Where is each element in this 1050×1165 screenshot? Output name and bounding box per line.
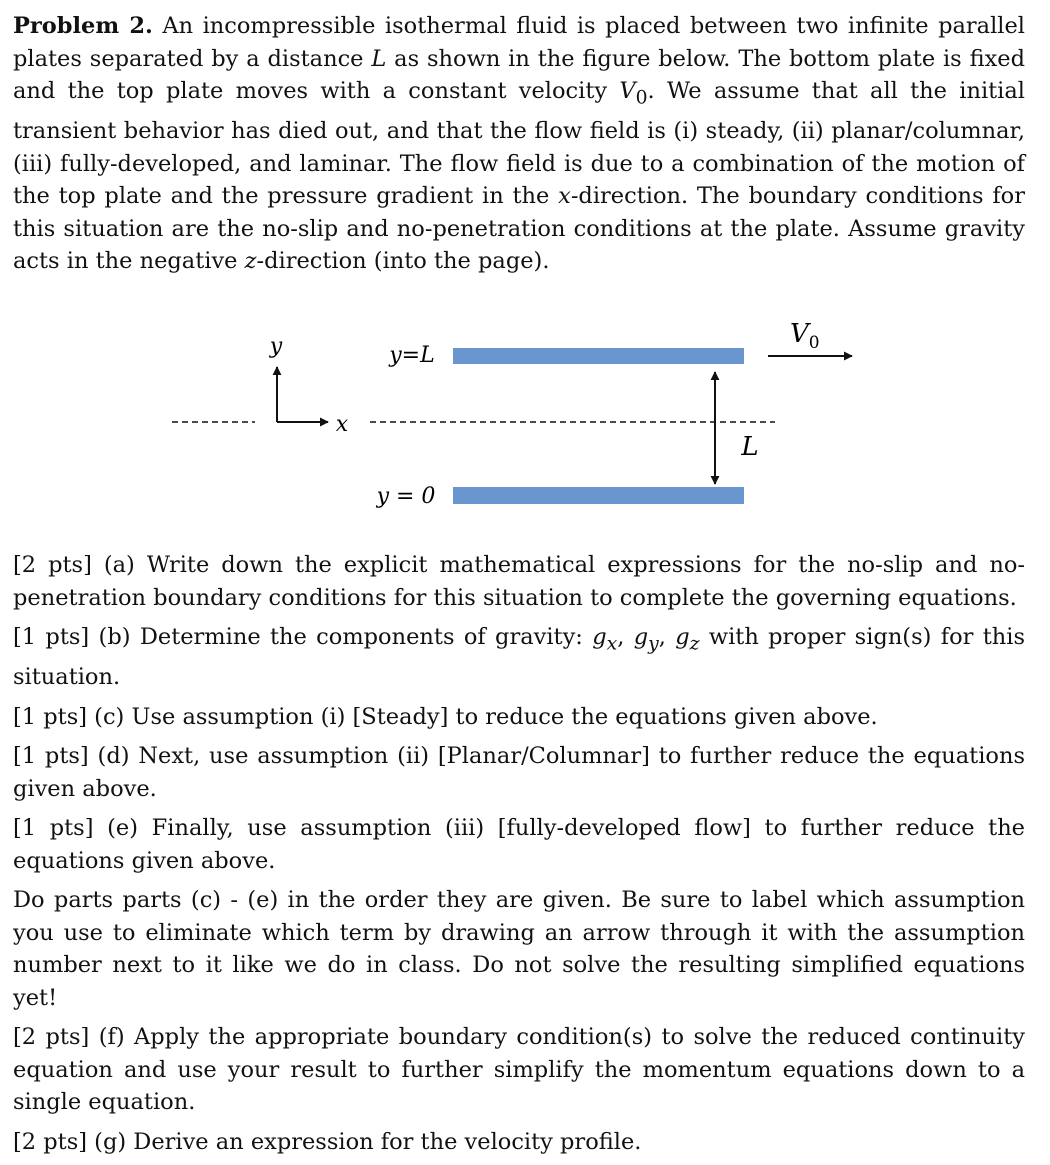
problem-statement <box>13 10 1025 278</box>
top-plate-label: y=L <box>389 343 435 368</box>
bottom-plate-label: y = 0 <box>376 484 436 509</box>
velocity-label: $V_0$ <box>790 319 820 353</box>
bottom-plate <box>453 487 744 504</box>
gap-label: L <box>741 432 759 462</box>
question-e: [1 pts] (e) Finally, use assumption (iii) [fully-developed flow] to further reduce the equations given above. <box>13 815 1025 874</box>
instructions-note: Do parts parts (c) - (e) in the order they are given. Be sure to label which assumption you use to eliminate which term by drawing an arrow through it with the assumption number next to it like we do in class. Do not solve the resulting simplified equations yet! <box>13 887 1025 1011</box>
question-c: [1 pts] (c) Use assumption (i) [Steady] to reduce the equations given above. <box>13 703 878 730</box>
x-axis-label: x <box>335 412 349 437</box>
question-list <box>13 549 1025 1165</box>
y-axis-label: y <box>269 334 283 359</box>
question-f: [2 pts] (f) Apply the appropriate boundary condition(s) to solve the reduced continuity equation and use your result to further simplify the momentum equations down to a single equation. <box>13 1024 1025 1115</box>
parallel-plates-figure <box>0 300 1050 540</box>
question-a: [2 pts] (a) Write down the explicit mathematical expressions for the no-slip and no-penetration boundary conditions for this situation to complete the governing equations. <box>13 552 1025 611</box>
question-d: [1 pts] (d) Next, use assumption (ii) [Planar/Columnar] to further reduce the equations given above. <box>13 743 1025 802</box>
problem-label: Problem 2. <box>13 13 153 39</box>
question-b: [1 pts] (b) Determine the components of gravity: $g_x$, $g_y$, $g_z$ with proper sign(s) for this situation. <box>13 624 1025 690</box>
question-g: [2 pts] (g) Derive an expression for the velocity profile. <box>13 1128 642 1155</box>
problem-intro: Problem 2. An incompressible isothermal fluid is placed between two infinite parallel plates separated by a distance L as shown in the figure below. The bottom plate is fixed and the top plate moves with a constant velocity $V_0$. We assume that all the initial transient behavior has died out, and that the flow field is (i) steady, (ii) planar/columnar, (iii) fully-developed, and laminar. The flow field is due to a combination of the motion of the top plate and the pressure gradient in the x-direction. The boundary conditions for this situation are the no-slip and no-penetration conditions at the plate. Assume gravity acts in the negative z-direction (into the page). <box>13 13 1026 274</box>
top-plate <box>453 348 744 364</box>
